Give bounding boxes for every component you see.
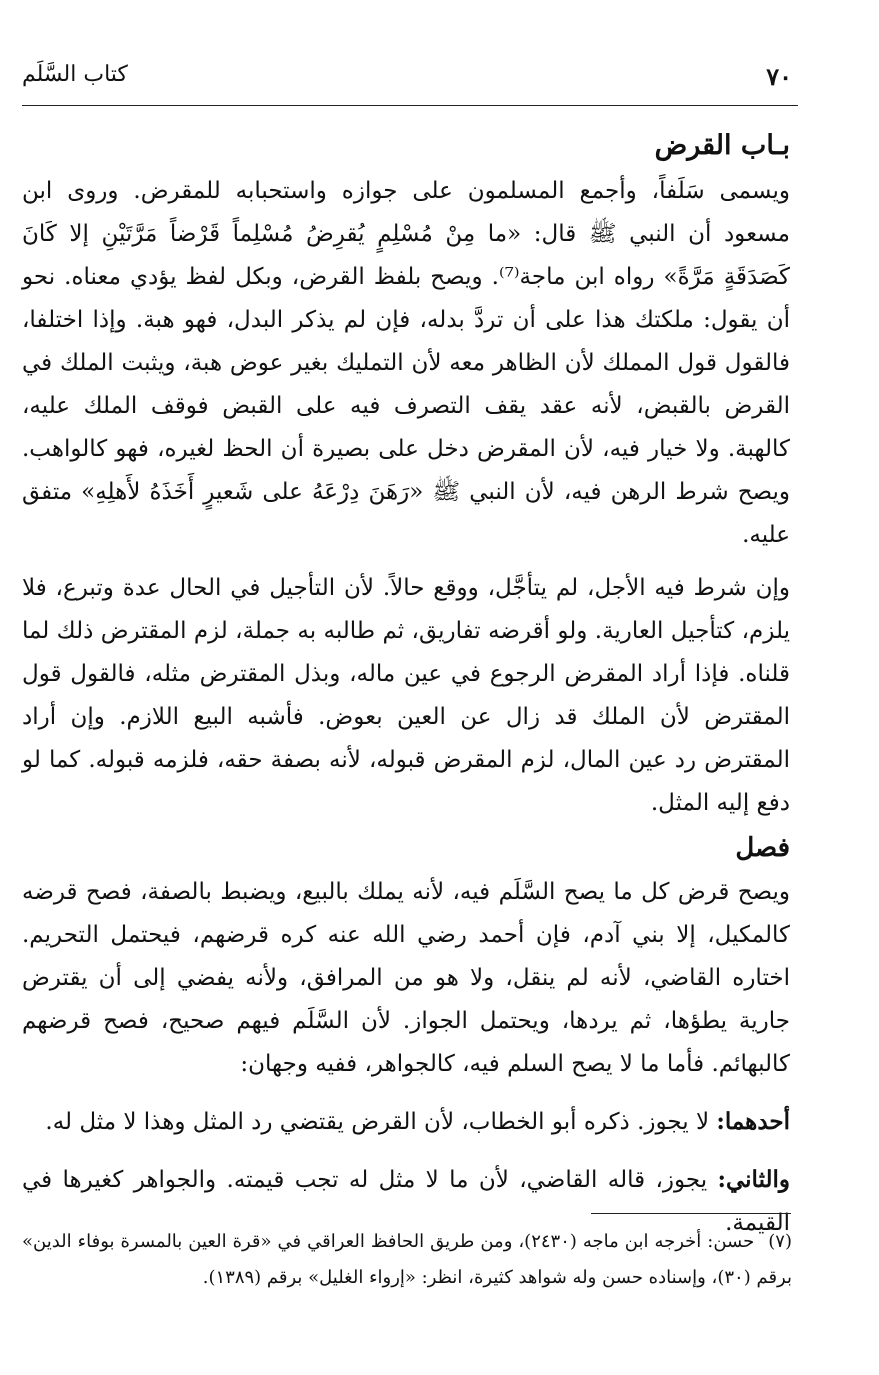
chapter-paragraph-2: وإن شرط فيه الأجل، لم يتأجَّل، ووقع حالاً. لأن التأجيل في الحال عدة وتبرع، فلا يلزم، كتأجيل العارية. ولو أقرضه تفاريق، ثم طالبه به جملة، لزم المقترض ذلك لما قلناه. فإذا أراد المقرض الرجوع في عين ماله، وبذل المقترض مثله، فالقول قول المقترض لأن الملك قد زال عن العين بعوض. فأشبه البيع اللازم. وإن أراد المقترض رد عين المال، لزم المقرض قبوله، لأنه بصفة حقه، فلزمه قبوله. كما لو دفع إليه المثل. xyxy=(22,575,790,816)
section-heading: فصل xyxy=(735,833,790,863)
main-text xyxy=(22,122,790,1245)
opinion-first xyxy=(22,1100,790,1144)
header-divider xyxy=(22,105,798,106)
opinion-first-text: لا يجوز. ذكره أبو الخطاب، لأن القرض يقتضي رد المثل وهذا لا مثل له. xyxy=(45,1109,710,1135)
opinion-second-label: والثاني: xyxy=(717,1166,791,1193)
running-header xyxy=(22,62,798,102)
chapter-title: بـاب القرض xyxy=(654,130,790,161)
section-paragraph: ويصح قرض كل ما يصح السَّلَم فيه، لأنه يملك بالبيع، ويضبط بالصفة، فصح قرضه كالمكيل، إلا بني آدم، فإن أحمد رضي الله عنه كره قرضهم، فيحتمل التحريم. اختاره القاضي، لأنه لم ينقل، ولا هو من المرافق، ولأنه يفضي إلى أن يقترض جارية يطؤها، ثم يردها، ويحتمل الجواز. لأن السَّلَم فيهم صحيح، فصح قرضهم كالبهائم. فأما ما لا يصح السلم فيه، كالجواهر، ففيه وجهان: xyxy=(22,879,790,1077)
chapter-paragraph-1: ويسمى سَلَفاً، وأجمع المسلمون على جوازه واستحبابه للمقرض. وروى ابن مسعود أن النبي ﷺ قال: «ما مِنْ مُسْلِمٍ يُقرِضُ مُسْلِماً قَرْضاً مَرَّتَيْنِ إلا كَانَ كَصَدَقَةٍ مَرَّةً» رواه ابن ماجة⁽⁷⁾. ويصح بلفظ القرض، وبكل لفظ يؤدي معناه. نحو أن يقول: ملكتك هذا على أن تردَّ بدله، فإن لم يذكر البدل، فهو هبة. وإذا اختلفا، فالقول قول المملك لأن الظاهر معه لأن التمليك بغير عوض هبة، ويثبت الملك في القرض بالقبض، لأنه عقد يقف التصرف فيه على القبض فوقف الملك عليه، كالهبة. ولا خيار فيه، لأن المقرض دخل على بصيرة أن الحظ لغيره، فهو كالواهب. ويصح شرط الرهن فيه، لأن النبي ﷺ «رَهَنَ دِرْعَهُ على شَعيرٍ أَخَذَهُ لأَهلِهِ» متفق عليه. xyxy=(22,178,791,548)
opinion-first-label: أحدهما: xyxy=(716,1108,790,1135)
footnote-text: حسن: أخرجه ابن ماجه (٢٤٣٠)، ومن طريق الحافظ العراقي في «قرة العين بالمسرة بوفاء الدين» برقم (٣٠)، وإسناده حسن وله شواهد كثيرة، انظر: «إرواء الغليل» برقم (١٣٨٩). xyxy=(22,1231,792,1288)
opinion-second-text: يجوز، قاله القاضي، لأن ما لا مثل له تجب قيمته. والجواهر كغيرها في القيمة. xyxy=(22,1167,790,1236)
footnote xyxy=(22,1224,792,1296)
running-header-book-title: كتاب السَّلَم xyxy=(22,62,128,87)
footnote-divider xyxy=(591,1213,791,1214)
page-number: ٧٠ xyxy=(766,62,792,91)
footnote-number: (٧) xyxy=(768,1231,792,1252)
